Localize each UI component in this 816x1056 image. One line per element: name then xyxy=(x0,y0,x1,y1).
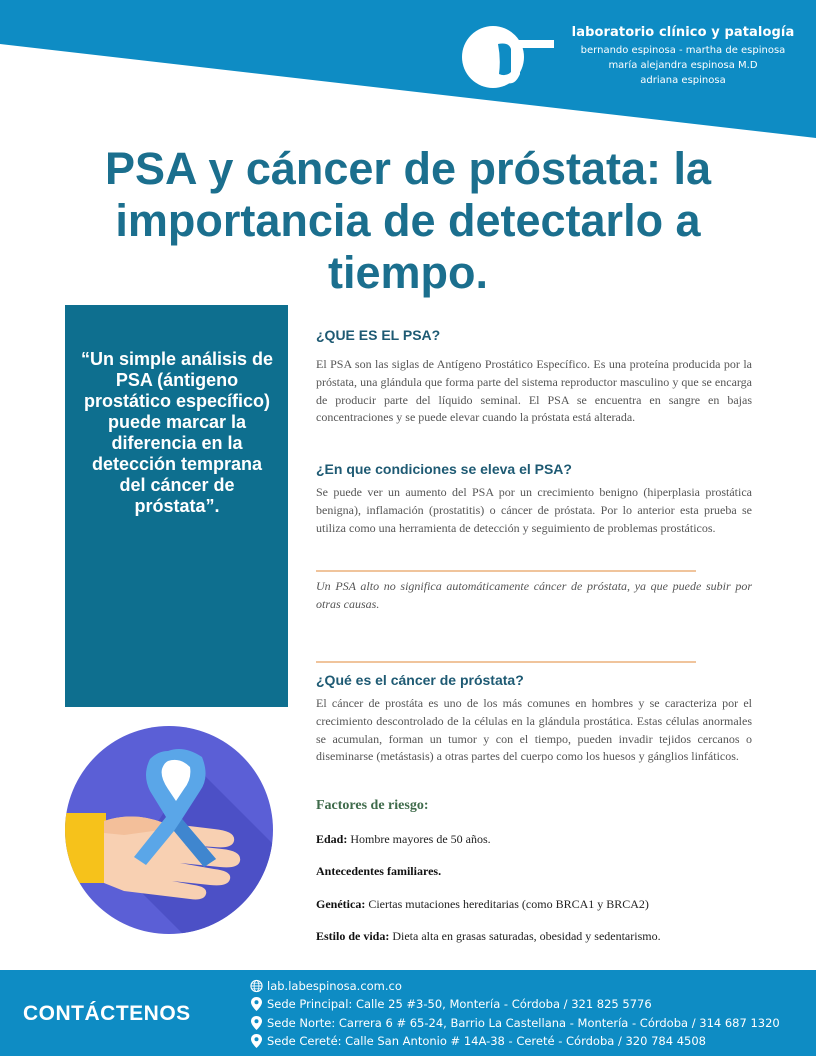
section-body-cancer: El cáncer de prostáta es uno de los más comunes en hombres y se caracteriza por el crecimiento descontrolado de la células en la glándula prostática. Estas células anormales se acumulan, forman un tumor y con el tiempo, pueden invadir tejidos cercanos o diseminarse (metástasis) a otras partes del cuerpo como los huesos y gánglios linfáticos. xyxy=(316,696,752,764)
website-text: lab.labespinosa.com.co xyxy=(267,979,402,993)
website-link[interactable] xyxy=(250,977,402,995)
location-text: Sede Cereté: Calle San Antonio # 14A-38 - Cereté - Córdoba / 320 784 4508 xyxy=(267,1034,706,1048)
hand-holding-blue-ribbon-icon xyxy=(64,725,274,935)
section-body-conditions: Se puede ver un aumento del PSA por un crecimiento benigno (hiperplasia prostática benigna), inflamación (prostatitis) o cáncer de próstata. Por lo anterior esta prueba se utiliza como una herramienta de detección y seguimiento de problemas prostáticos. xyxy=(316,485,752,535)
risk-item-label: Edad: xyxy=(316,832,348,846)
lab-person: bernando espinosa - martha de espinosa xyxy=(580,45,786,56)
section-heading-psa: ¿QUE ES EL PSA? xyxy=(316,327,441,343)
location-line xyxy=(250,1014,780,1032)
risk-item-label: Genética: xyxy=(316,897,366,911)
risk-item-text: Hombre mayores de 50 años. xyxy=(350,832,491,846)
contact-footer xyxy=(0,970,816,1056)
lab-name: laboratorio clínico y patalogía xyxy=(571,25,795,40)
lab-logo-icon xyxy=(462,26,554,88)
callout-text: Un PSA alto no significa automáticamente cáncer de próstata, ya que puede subir por otras causas. xyxy=(316,579,752,611)
risk-item-text: Ciertas mutaciones hereditarias (como BRCA1 y BRCA2) xyxy=(368,897,649,911)
risk-item-label: Estilo de vida: xyxy=(316,929,390,943)
location-text: Sede Norte: Carrera 6 # 65-24, Barrio La Castellana - Montería - Córdoba / 314 687 1320 xyxy=(267,1016,780,1030)
lab-info xyxy=(558,25,808,88)
location-line xyxy=(250,995,652,1013)
location-pin-icon xyxy=(250,1034,263,1048)
section-heading-cancer: ¿Qué es el cáncer de próstata? xyxy=(316,672,524,688)
location-pin-icon xyxy=(250,997,263,1011)
lab-person: adriana espinosa xyxy=(640,75,726,86)
risk-item xyxy=(316,928,752,946)
lab-person: maría alejandra espinosa M.D xyxy=(608,60,758,71)
quote-box xyxy=(65,305,288,707)
section-heading-conditions: ¿En que condiciones se eleva el PSA? xyxy=(316,461,572,477)
risk-item xyxy=(316,831,752,849)
contact-title: CONTÁCTENOS xyxy=(23,1002,191,1025)
page-title: PSA y cáncer de próstata: la importancia de detectarlo a tiempo. xyxy=(104,143,712,298)
risk-item xyxy=(316,896,752,914)
callout xyxy=(316,570,752,663)
quote-text: “Un simple análisis de PSA (ántigeno prostático específico) puede marcar la diferencia en la detección temprana del cáncer de próstata”. xyxy=(80,349,274,516)
risk-item-label: Antecedentes familiares. xyxy=(316,864,442,878)
risk-factors-heading: Factores de riesgo: xyxy=(316,798,429,813)
risk-item xyxy=(316,863,752,881)
globe-icon xyxy=(250,979,263,993)
location-pin-icon xyxy=(250,1016,263,1030)
risk-item-text: Dieta alta en grasas saturadas, obesidad y sedentarismo. xyxy=(392,929,661,943)
location-line xyxy=(250,1032,706,1050)
section-body-psa: El PSA son las siglas de Antígeno Prostático Específico. Es una proteína producida por la próstata, una glándula que forma parte del sistema reproductor masculino y que se encarga de producir parte del líquido seminal. El PSA se encuentra en sangre en bajas concentraciones y se puede elevar cuando la próstata está alterada. xyxy=(316,357,752,425)
location-text: Sede Principal: Calle 25 #3-50, Montería - Córdoba / 321 825 5776 xyxy=(267,997,652,1011)
